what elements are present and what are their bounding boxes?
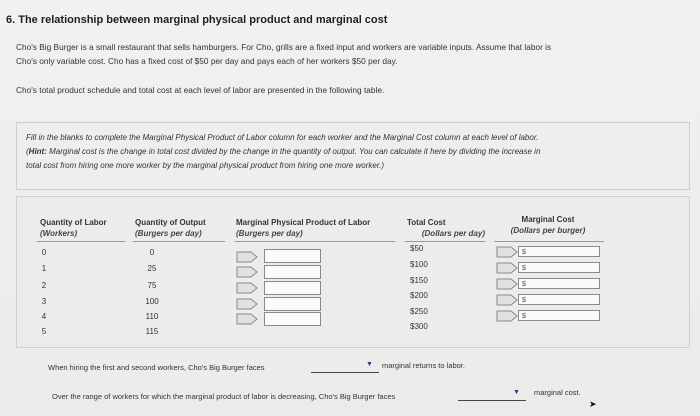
open-paren: (	[26, 147, 29, 156]
header-labor	[40, 217, 107, 239]
mpp-input-worker-5[interactable]	[264, 312, 321, 326]
question-1-suffix: marginal returns to labor.	[382, 361, 465, 370]
instructions-line-1: Fill in the blanks to complete the Marginal Physical Product of Labor column for each worker and the Marginal Cost column at each level of labor.	[26, 133, 539, 142]
question-2-text: Over the range of workers for which the marginal product of labor is decreasing, Cho's Big Burger faces	[52, 392, 396, 401]
input-arrow-icon	[236, 282, 258, 294]
mpp-input-worker-3[interactable]	[264, 281, 321, 295]
intro-line-2: Cho's only variable cost. Cho has a fixed cost of $50 per day and pays each of her workers $50 per day.	[16, 56, 398, 66]
total-cost-cell: $300	[410, 322, 428, 331]
labor-cell: 4	[41, 312, 47, 321]
dropdown-triangle-icon[interactable]: ▼	[366, 361, 373, 368]
instructions-line-3: total cost from hiring one more worker by the marginal physical product from hiring one more worker.)	[26, 161, 385, 170]
header-total-cost	[407, 217, 485, 239]
hint-text: Marginal cost is the change in total cost divided by the change in the quantity of output. You can calculate it here by dividing the increase in	[46, 147, 541, 156]
labor-cell: 5	[41, 327, 47, 336]
output-cell: 110	[145, 312, 159, 321]
header-output-label: Quantity of Output	[135, 218, 206, 227]
input-arrow-icon	[496, 262, 518, 274]
output-underline	[133, 241, 225, 242]
header-mc-unit: (Dollars per burger)	[510, 226, 586, 235]
mpp-input-worker-2[interactable]	[264, 265, 321, 279]
instructions-text	[26, 131, 666, 173]
mpp-input-worker-1[interactable]	[264, 249, 321, 263]
mpp-input-worker-4[interactable]	[264, 297, 321, 311]
instructions-line-2	[26, 145, 666, 159]
page-title: 6. The relationship between marginal physical product and marginal cost	[6, 14, 388, 26]
dropdown-triangle-icon[interactable]: ▼	[513, 389, 520, 396]
mc-input-worker-5[interactable]: $	[518, 310, 600, 321]
header-tc-label: Total Cost	[407, 218, 446, 227]
header-mc-label: Marginal Cost	[521, 215, 575, 224]
question-2-dropdown[interactable]	[458, 400, 526, 401]
mouse-pointer-icon: ➤	[589, 399, 597, 409]
hint-label: Hint:	[28, 147, 47, 156]
total-cost-cell: $150	[410, 276, 428, 285]
question-1-text: When hiring the first and second workers, Cho's Big Burger faces	[48, 363, 265, 372]
input-arrow-icon	[496, 310, 518, 322]
mc-input-worker-3[interactable]: $	[518, 278, 600, 289]
output-cell: 115	[145, 327, 159, 336]
input-arrow-icon	[496, 246, 518, 258]
header-tc-unit: (Dollars per day)	[421, 229, 485, 238]
mc-input-worker-4[interactable]: $	[518, 294, 600, 305]
input-arrow-icon	[236, 251, 258, 263]
labor-cell: 3	[41, 297, 47, 306]
header-marginal-cost	[493, 214, 603, 236]
header-output	[135, 217, 206, 239]
mc-underline	[494, 241, 604, 242]
mpp-underline	[235, 241, 395, 242]
tc-underline	[405, 241, 485, 242]
input-arrow-icon	[496, 278, 518, 290]
header-output-unit: (Burgers per day)	[135, 229, 202, 238]
total-cost-cell: $50	[410, 244, 424, 253]
total-cost-cell: $200	[410, 291, 428, 300]
mc-input-worker-1[interactable]: $	[518, 246, 600, 257]
labor-underline	[37, 241, 125, 242]
question-1-dropdown[interactable]	[311, 372, 379, 373]
input-arrow-icon	[236, 298, 258, 310]
output-cell: 75	[147, 281, 157, 290]
output-cell: 0	[149, 248, 155, 257]
labor-cell: 0	[41, 248, 47, 257]
header-mpp-unit: (Burgers per day)	[236, 229, 303, 238]
intro-line-3: Cho's total product schedule and total cost at each level of labor are presented in the following table.	[16, 85, 385, 95]
intro-line-1: Cho's Big Burger is a small restaurant that sells hamburgers. For Cho, grills are a fixed input and workers are variable inputs. Assume that labor is	[16, 42, 552, 52]
mc-input-worker-2[interactable]: $	[518, 262, 600, 273]
total-cost-cell: $100	[410, 260, 428, 269]
output-cell: 25	[147, 264, 157, 273]
header-mpp-label: Marginal Physical Product of Labor	[236, 218, 371, 227]
question-2-suffix: marginal cost.	[534, 388, 581, 397]
input-arrow-icon	[236, 266, 258, 278]
input-arrow-icon	[496, 294, 518, 306]
input-arrow-icon	[236, 313, 258, 325]
total-cost-cell: $250	[410, 307, 428, 316]
labor-cell: 2	[41, 281, 47, 290]
labor-cell: 1	[41, 264, 47, 273]
header-labor-label: Quantity of Labor	[40, 218, 107, 227]
header-mpp	[236, 217, 370, 239]
output-cell: 100	[145, 297, 159, 306]
header-labor-unit: (Workers)	[40, 229, 78, 238]
